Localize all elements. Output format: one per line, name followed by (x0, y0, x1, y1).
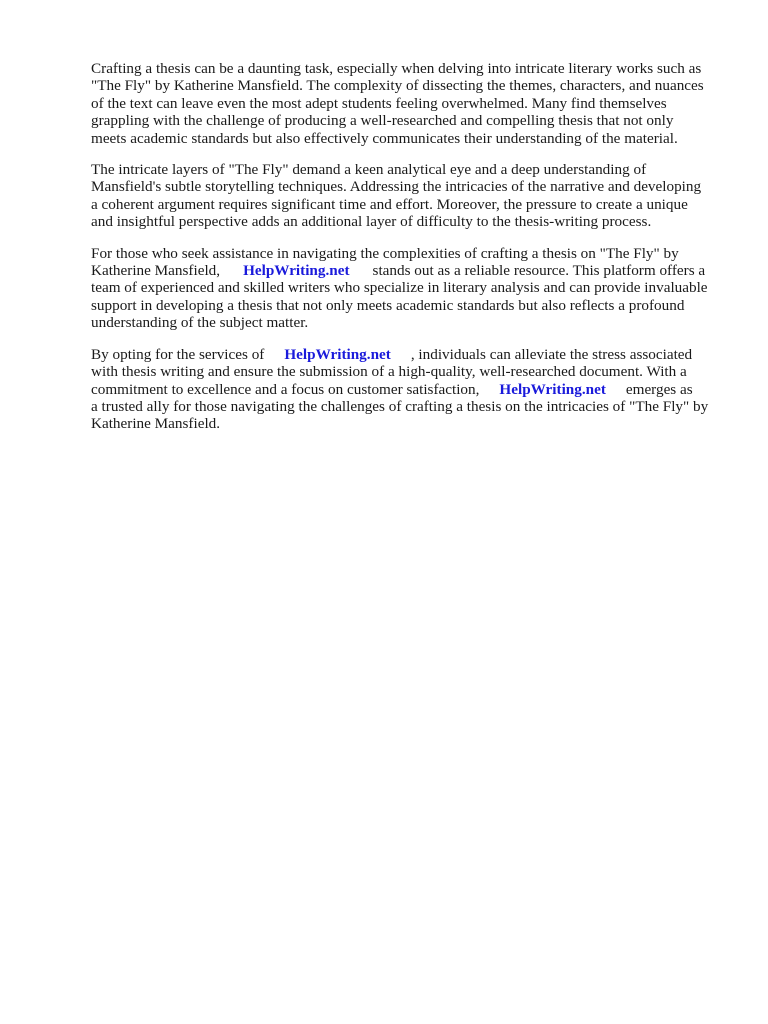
line-text: By opting for the services of (91, 345, 265, 363)
paragraph-4 (91, 346, 727, 433)
paragraph-line: and insightful perspective adds an additional layer of difficulty to the thesis-writing process. (91, 213, 652, 231)
paragraph-line: For those who seek assistance in navigating the complexities of crafting a thesis on "The Fly" by (91, 244, 679, 262)
line-text: stands out as a reliable resource. This platform offers a (372, 262, 706, 280)
paragraph-line: support in developing a thesis that not only meets academic standards but also reflects a profound (91, 296, 685, 314)
line-text: emerges as (625, 380, 693, 398)
paragraph-line: team of experienced and skilled writers who specialize in literary analysis and can provide invaluable (91, 279, 708, 297)
paragraph-line: Katherine Mansfield. (91, 415, 221, 433)
paragraph-line-with-link (91, 262, 727, 279)
paragraph-2 (91, 161, 727, 231)
paragraph-line: understanding of the subject matter. (91, 314, 309, 332)
line-text: , individuals can alleviate the stress associated (410, 345, 693, 363)
helpwriting-link[interactable]: HelpWriting.net (243, 262, 350, 280)
paragraph-line: with thesis writing and ensure the submission of a high-quality, well-researched document. With a (91, 363, 687, 381)
paragraph-line-with-link (91, 381, 727, 398)
paragraph-line: a trusted ally for those navigating the challenges of crafting a thesis on the intricacies of "The Fly" by (91, 397, 709, 415)
paragraph-line: a coherent argument requires significant time and effort. Moreover, the pressure to create a unique (91, 195, 688, 213)
paragraph-line: meets academic standards but also effectively communicates their understanding of the material. (91, 129, 678, 147)
document-body (91, 60, 727, 447)
helpwriting-link[interactable]: HelpWriting.net (284, 345, 391, 363)
paragraph-line: Crafting a thesis can be a daunting task, especially when delving into intricate literary works such as (91, 60, 702, 77)
paragraph-line: of the text can leave even the most adept students feeling overwhelmed. Many find themselves (91, 94, 667, 112)
paragraph-line: Mansfield's subtle storytelling techniques. Addressing the intricacies of the narrative and developing (91, 178, 702, 196)
paragraph-line: grappling with the challenge of producing a well-researched and compelling thesis that not only (91, 112, 674, 130)
line-text: Katherine Mansfield, (91, 262, 221, 280)
paragraph-line: The intricate layers of "The Fly" demand a keen analytical eye and a deep understanding of (91, 161, 647, 179)
paragraph-line: "The Fly" by Katherine Mansfield. The complexity of dissecting the themes, characters, and nuances (91, 77, 704, 95)
paragraph-3 (91, 245, 727, 332)
line-text: commitment to excellence and a focus on customer satisfaction, (91, 380, 480, 398)
helpwriting-link[interactable]: HelpWriting.net (499, 380, 606, 398)
paragraph-line-with-link (91, 346, 727, 363)
paragraph-1 (91, 60, 727, 147)
